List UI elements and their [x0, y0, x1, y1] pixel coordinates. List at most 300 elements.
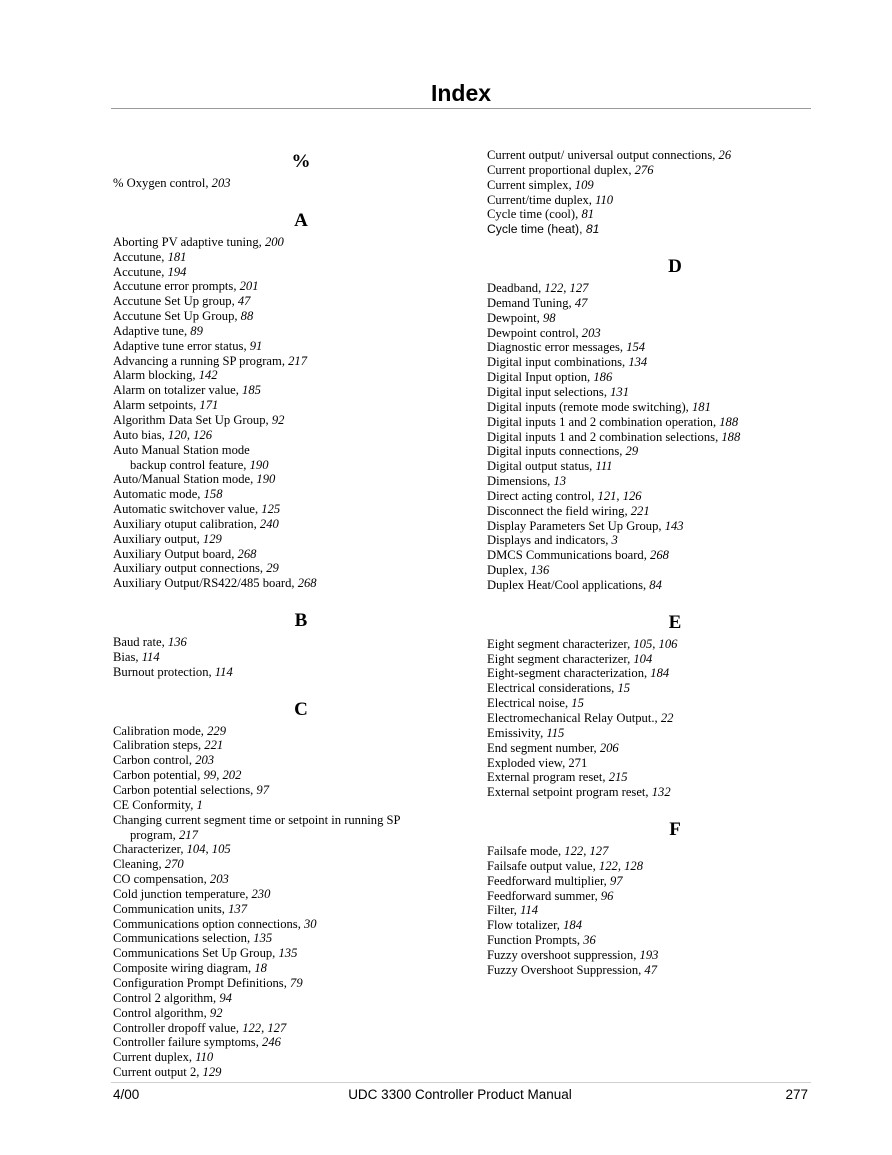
footer-page-number: 277 [785, 1087, 808, 1102]
index-entry: Duplex Heat/Cool applications, 84 [487, 577, 662, 592]
index-entry: Digital input combinations, 134 [487, 355, 648, 370]
index-term: Algorithm Data Set Up Group [113, 412, 266, 427]
index-entry: Control algorithm, 92 [113, 1005, 223, 1020]
page-reference: 201 [239, 279, 259, 294]
page-reference: 114 [520, 903, 539, 918]
index-entry: Failsafe output value, 122, 128 [487, 858, 643, 873]
index-column-left [113, 148, 483, 1080]
index-term: Accutune error prompts [113, 279, 234, 294]
index-section [487, 148, 857, 237]
index-entry: Fuzzy Overshoot Suppression, 47 [487, 962, 658, 977]
index-entry: Deadband, 122, 127 [487, 281, 589, 296]
page-reference: 15 [617, 681, 631, 696]
page-reference: 26 [718, 148, 732, 162]
page-reference: 127 [267, 1020, 287, 1035]
index-entry: Flow totalizer, 184 [487, 918, 582, 933]
page-reference: 203 [195, 753, 215, 768]
page-reference: 268 [237, 546, 257, 561]
page-reference: 246 [262, 1035, 281, 1050]
index-entry: Digital Input option, 186 [487, 370, 613, 385]
index-term: Bias [113, 649, 136, 664]
index-entry: Displays and indicators, 3 [487, 533, 618, 548]
page-reference: 221 [630, 503, 650, 518]
index-term: Cold junction temperature [113, 886, 246, 901]
index-entry: Demand Tuning, 47 [487, 295, 588, 310]
index-term: Auxiliary Output/RS422/485 board [113, 576, 292, 591]
page-reference: 92 [271, 412, 285, 427]
index-subentry: backup control feature, 190 [130, 457, 269, 472]
index-entry: Auto bias, 120, 126 [113, 427, 212, 442]
index-entry: Baud rate, 136 [113, 635, 187, 650]
page-reference: 203 [209, 872, 229, 887]
page-reference: 121 [597, 488, 617, 503]
index-term: Automatic switchover value [113, 502, 255, 517]
index-term: Current proportional duplex [487, 162, 629, 177]
page-reference: 200 [264, 234, 284, 249]
index-entry: Alarm blocking, 142 [113, 368, 218, 383]
page-reference: 126 [193, 427, 212, 442]
index-entry [113, 443, 483, 458]
page-reference: 98 [542, 310, 556, 325]
index-term: Demand Tuning [487, 295, 569, 310]
index-term: Accutune Set Up Group [113, 309, 235, 324]
page-reference: 229 [207, 723, 226, 738]
section-letter-heading: D [668, 256, 682, 278]
page-reference: 154 [626, 340, 646, 355]
index-entry: Burnout protection, 114 [113, 664, 233, 679]
index-term: Dimensions [487, 474, 548, 489]
index-entry: Calibration mode, 229 [113, 723, 226, 738]
index-entry: Accutune error prompts, 201 [113, 279, 259, 294]
index-term: Digital output status [487, 459, 590, 474]
index-entry: Composite wiring diagram, 18 [113, 961, 267, 976]
page-reference: 270 [164, 857, 184, 872]
index-entry: DMCS Communications board, 268 [487, 548, 669, 563]
index-entry: Auto/Manual Station mode, 190 [113, 472, 276, 487]
page-reference: 190 [249, 457, 269, 472]
index-term: Deadband [487, 281, 539, 296]
page-reference: 97 [256, 783, 269, 797]
page-reference: 1 [196, 797, 203, 812]
page-reference: 271 [568, 755, 588, 770]
page-reference: 47 [574, 295, 588, 310]
section-letter-heading: F [669, 819, 681, 841]
page-reference: 127 [589, 844, 609, 859]
index-term: Configuration Prompt Definitions [113, 975, 284, 990]
index-term: Automatic mode [113, 487, 198, 502]
index-entry: Emissivity, 115 [487, 725, 565, 740]
index-term: Communications selection [113, 931, 247, 946]
index-entry: Digital inputs (remote mode switching), 181 [487, 399, 711, 414]
page-reference: 206 [599, 740, 619, 755]
page-reference: 186 [593, 370, 613, 385]
page-title: Index [430, 80, 492, 106]
index-entry: Controller dropoff value, 122, 127 [113, 1020, 287, 1035]
index-term: Current duplex [113, 1050, 189, 1065]
index-entry: Current duplex, 110 [113, 1050, 214, 1065]
page-reference: 217 [288, 353, 308, 368]
page-reference: 135 [278, 946, 298, 961]
section-letter-heading: C [294, 698, 308, 720]
index-term: Controller failure symptoms [113, 1035, 256, 1050]
index-term: External setpoint program reset [487, 785, 646, 800]
index-entry: Diagnostic error messages, 154 [487, 340, 646, 355]
section-spacer [113, 591, 483, 607]
index-entry: Filter, 114 [487, 903, 539, 918]
page-reference: 190 [256, 472, 276, 487]
index-term: Control 2 algorithm [113, 990, 214, 1005]
page-reference: 115 [546, 725, 565, 740]
page-reference: 36 [583, 933, 596, 948]
index-term: Current simplex [487, 177, 569, 192]
page-reference: 88 [240, 309, 254, 324]
index-term: Cleaning [113, 857, 159, 872]
index-entry: Direct acting control, 121, 126 [487, 488, 642, 503]
index-entry: Calibration steps, 221 [113, 738, 224, 753]
page-reference: 97 [609, 873, 623, 888]
index-entry: Digital inputs connections, 29 [487, 444, 639, 459]
index-term: Displays and indicators [487, 533, 606, 548]
index-entry: Current/time duplex, 110 [487, 192, 614, 207]
index-entry: Current simplex, 109 [487, 177, 594, 192]
page-reference: 29 [625, 444, 639, 459]
page-reference: 29 [266, 561, 279, 576]
index-entry: Eight segment characterizer, 105, 106 [487, 636, 678, 651]
page-reference: 125 [261, 502, 281, 517]
index-term: Auto bias [113, 427, 162, 442]
index-term: Digital inputs 1 and 2 combination selections [487, 429, 716, 444]
page-reference: 96 [600, 888, 614, 903]
index-term: Accutune [113, 264, 162, 279]
index-entry: Carbon potential, 99, 202 [113, 768, 242, 783]
index-entry: Adaptive tune error status, 91 [113, 338, 263, 353]
index-entry: Bias, 114 [113, 649, 160, 664]
index-entry: Fuzzy overshoot suppression, 193 [487, 947, 659, 962]
index-entry: Function Prompts, 36 [487, 933, 596, 948]
section-letter-heading: B [294, 610, 308, 632]
index-term: Failsafe output value [487, 858, 593, 873]
page-reference: 99 [203, 768, 217, 783]
index-term: Auxiliary output connections [113, 561, 260, 576]
index-term: Duplex Heat/Cool applications [487, 577, 643, 592]
page-reference: 105 [211, 842, 231, 857]
page-reference: 240 [259, 516, 279, 531]
index-term: Digital input combinations [487, 355, 623, 370]
index-entry: Alarm on totalizer value, 185 [113, 383, 261, 398]
page-reference: 181 [167, 249, 187, 264]
index-term: Characterizer [113, 842, 181, 857]
page-reference: 129 [202, 1065, 222, 1080]
page-reference: 184 [650, 666, 670, 681]
index-entry: Auxiliary otuput calibration, 240 [113, 516, 279, 531]
page-reference: 122 [598, 858, 618, 873]
index-entry: Auxiliary Output/RS422/485 board, 268 [113, 576, 317, 591]
index-term: Accutune Set Up group [113, 294, 232, 309]
index-term: Carbon potential selections [113, 783, 251, 797]
index-entry: Electrical considerations, 15 [487, 681, 631, 696]
index-term: Exploded view [487, 755, 563, 770]
index-entry: External program reset, 215 [487, 770, 628, 785]
index-term: Communications Set Up Group [113, 946, 273, 961]
index-section [487, 593, 857, 800]
index-entry: Communications selection, 135 [113, 931, 273, 946]
index-term: External program reset [487, 770, 603, 785]
index-term: Communication units [113, 901, 222, 916]
page-reference: 194 [167, 264, 187, 279]
index-term: Digital Input option [487, 370, 588, 385]
footer-rule [111, 1082, 811, 1083]
index-entry: Eight-segment characterization, 184 [487, 666, 670, 681]
page-reference: 268 [650, 548, 669, 563]
index-term: Auto Manual Station mode [113, 442, 250, 457]
index-term: Calibration steps [113, 738, 198, 753]
index-entry: End segment number, 206 [487, 740, 619, 755]
section-letter-heading: E [668, 611, 682, 633]
title-rule [111, 108, 811, 109]
index-entry: Cleaning, 270 [113, 857, 184, 872]
index-term: CE Conformity [113, 797, 191, 812]
index-entry: Dimensions, 13 [487, 474, 567, 489]
index-entry: Cold junction temperature, 230 [113, 886, 271, 901]
index-term: Digital inputs (remote mode switching) [487, 399, 686, 414]
page-reference: 188 [719, 414, 739, 429]
page-reference: 111 [595, 459, 613, 474]
page-reference: 217 [178, 827, 198, 842]
index-term: % Oxygen control [113, 176, 206, 190]
index-term: Digital input selections [487, 384, 604, 399]
page-reference: 171 [199, 398, 219, 413]
index-subentry: program, 217 [130, 827, 198, 842]
index-entry: Alarm setpoints, 171 [113, 398, 219, 413]
index-entry: Failsafe mode, 122, 127 [487, 844, 609, 859]
index-term: DMCS Communications board [487, 548, 644, 563]
index-term: Display Parameters Set Up Group [487, 518, 659, 533]
page-reference: 143 [664, 518, 684, 533]
page-reference: 134 [628, 355, 648, 370]
index-term: Eight-segment characterization [487, 666, 644, 681]
index-term: Diagnostic error messages [487, 340, 620, 355]
page-reference: 137 [228, 901, 247, 916]
index-term: Changing current segment time or setpoint in running SP [113, 812, 401, 827]
index-term: Composite wiring diagram [113, 961, 249, 976]
index-entry: Auxiliary output, 129 [113, 531, 222, 546]
index-entry: Accutune Set Up Group, 88 [113, 309, 254, 324]
index-entry: Control 2 algorithm, 94 [113, 990, 232, 1005]
section-letter-heading: A [294, 209, 308, 231]
page-reference: 202 [222, 768, 242, 783]
index-entry: Aborting PV adaptive tuning, 200 [113, 234, 284, 249]
page-reference: 132 [651, 785, 671, 800]
page-reference: 47 [237, 294, 251, 309]
index-section [113, 148, 483, 191]
index-term: CO compensation [113, 872, 204, 887]
index-term: Current output/ universal output connections [487, 148, 713, 162]
index-term: Electrical noise [487, 696, 565, 711]
index-term: Filter [487, 903, 514, 918]
index-entry: % Oxygen control, 203 [113, 176, 231, 190]
page-reference: 181 [691, 399, 711, 414]
index-term: Adaptive tune error status [113, 338, 244, 353]
page-reference: 104 [633, 651, 653, 666]
page-reference: 91 [249, 338, 263, 353]
page-reference: 110 [195, 1050, 214, 1065]
index-entry: Disconnect the field wiring, 221 [487, 503, 650, 518]
index-entry: Display Parameters Set Up Group, 143 [487, 518, 684, 533]
index-term: program [130, 827, 173, 842]
index-term: Disconnect the field wiring [487, 503, 625, 518]
page-reference: 47 [644, 962, 658, 977]
page-reference: 104 [186, 842, 206, 857]
index-term: backup control feature [130, 457, 244, 472]
page-reference: 114 [214, 664, 233, 679]
index-entry: Eight segment characterizer, 104 [487, 651, 653, 666]
index-entry: External setpoint program reset, 132 [487, 785, 671, 800]
page-reference: 110 [595, 192, 614, 207]
index-entry: Digital inputs 1 and 2 combination operation, 188 [487, 414, 739, 429]
index-column-right [487, 148, 857, 978]
page-reference: 89 [190, 323, 203, 338]
index-entry: Electrical noise, 15 [487, 696, 584, 711]
section-spacer [487, 237, 857, 253]
index-entry: Characterizer, 104, 105 [113, 842, 231, 857]
index-term: Auto/Manual Station mode [113, 472, 251, 487]
page-reference: 109 [574, 177, 594, 192]
index-term: Carbon potential [113, 768, 198, 783]
index-section [113, 191, 483, 591]
index-entry: CO compensation, 203 [113, 872, 229, 887]
index-entry: Current output/ universal output connections, 26 [487, 148, 732, 162]
section-spacer [487, 593, 857, 609]
index-term: End segment number [487, 740, 594, 755]
index-term: Cycle time (cool) [487, 207, 576, 222]
page-reference: 105 [633, 636, 653, 651]
index-term: Current output 2 [113, 1065, 197, 1080]
page-reference: 128 [624, 858, 643, 873]
page-reference: 131 [610, 384, 630, 399]
page-reference: 276 [634, 162, 654, 177]
page-reference: 3 [611, 533, 618, 548]
index-term: Communications option connections [113, 916, 298, 931]
index-entry: Dewpoint, 98 [487, 310, 556, 325]
page-reference: 30 [304, 916, 317, 931]
index-entry: Digital input selections, 131 [487, 384, 630, 399]
page-reference: 84 [649, 577, 662, 592]
index-entry: Accutune, 194 [113, 264, 187, 279]
index-entry: Auxiliary output connections, 29 [113, 561, 279, 576]
index-term: Dewpoint control [487, 325, 576, 340]
index-entry: Communication units, 137 [113, 901, 247, 916]
page-reference: 203 [211, 176, 231, 190]
page-reference: 127 [569, 281, 589, 296]
page-reference: 81 [581, 207, 595, 222]
index-entry: Communications option connections, 30 [113, 916, 317, 931]
index-section [113, 591, 483, 680]
index-term: Emissivity [487, 725, 541, 740]
index-term: Controller dropoff value [113, 1020, 236, 1035]
index-term: Feedforward multiplier [487, 873, 604, 888]
page-reference: 122 [544, 281, 564, 296]
page-reference: 13 [553, 474, 567, 489]
page-reference: 185 [242, 383, 261, 398]
page-reference: 92 [209, 1005, 223, 1020]
index-entry: Advancing a running SP program, 217 [113, 353, 308, 368]
index-term: Alarm on totalizer value [113, 383, 236, 398]
index-term: Fuzzy overshoot suppression [487, 947, 634, 962]
page-reference: 81 [585, 222, 600, 237]
index-term: Digital inputs connections [487, 444, 620, 459]
index-term: Electromechanical Relay Output. [487, 711, 655, 725]
index-entry: Accutune Set Up group, 47 [113, 294, 251, 309]
section-spacer [113, 191, 483, 207]
index-term: Function Prompts [487, 933, 577, 948]
index-entry: Carbon potential selections, 97 [113, 783, 269, 797]
index-entry: Cycle time (heat), 81 [487, 222, 600, 237]
index-section [487, 237, 857, 593]
index-term: Carbon control [113, 753, 189, 768]
index-term: Auxiliary Output board [113, 546, 232, 561]
index-term: Auxiliary otuput calibration [113, 516, 254, 531]
index-section [113, 680, 483, 1080]
page-reference: 94 [219, 990, 232, 1005]
page-reference: 158 [203, 487, 223, 502]
index-section [487, 800, 857, 978]
page-reference: 142 [198, 368, 218, 383]
index-entry: Feedforward multiplier, 97 [487, 873, 623, 888]
index-term: Duplex [487, 563, 525, 578]
index-term: Feedforward summer [487, 888, 595, 903]
index-entry: Controller failure symptoms, 246 [113, 1035, 281, 1050]
index-term: Burnout protection [113, 664, 209, 679]
footer-date: 4/00 [113, 1087, 140, 1102]
index-term: Flow totalizer [487, 918, 557, 933]
index-entry: Algorithm Data Set Up Group, 92 [113, 412, 285, 427]
index-term: Auxiliary output [113, 531, 197, 546]
index-term: Electrical considerations [487, 681, 612, 696]
index-entry: Adaptive tune, 89 [113, 323, 203, 338]
index-entry: Electromechanical Relay Output., 22 [487, 711, 674, 725]
page-reference: 22 [660, 711, 674, 725]
index-entry: Automatic switchover value, 125 [113, 502, 281, 517]
page-reference: 221 [204, 738, 224, 753]
index-entry: Configuration Prompt Definitions, 79 [113, 975, 303, 990]
page-reference: 129 [202, 531, 222, 546]
index-entry: Exploded view, 271 [487, 755, 588, 770]
index-term: Eight segment characterizer [487, 636, 628, 651]
section-spacer [113, 680, 483, 696]
index-term: Adaptive tune [113, 323, 184, 338]
index-term: Direct acting control [487, 488, 592, 503]
index-entry: Digital output status, 111 [487, 459, 613, 474]
index-entry [113, 813, 483, 828]
index-entry: Digital inputs 1 and 2 combination selections, 188 [487, 429, 741, 444]
index-term: Fuzzy Overshoot Suppression [487, 962, 639, 977]
index-term: Cycle time (heat) [487, 222, 580, 237]
index-entry: Auxiliary Output board, 268 [113, 546, 257, 561]
page-reference: 18 [254, 961, 267, 976]
index-term: Dewpoint [487, 310, 537, 325]
index-term: Digital inputs 1 and 2 combination operation [487, 414, 713, 429]
section-letter-heading: % [291, 151, 311, 172]
index-term: Current/time duplex [487, 192, 589, 207]
index-term: Eight segment characterizer [487, 651, 628, 666]
index-entry: Dewpoint control, 203 [487, 325, 601, 340]
index-entry: CE Conformity, 1 [113, 797, 203, 812]
page-reference: 114 [141, 649, 160, 664]
index-entry: Cycle time (cool), 81 [487, 207, 595, 222]
section-spacer [487, 800, 857, 816]
index-term: Baud rate [113, 635, 162, 650]
page-reference: 268 [297, 576, 317, 591]
